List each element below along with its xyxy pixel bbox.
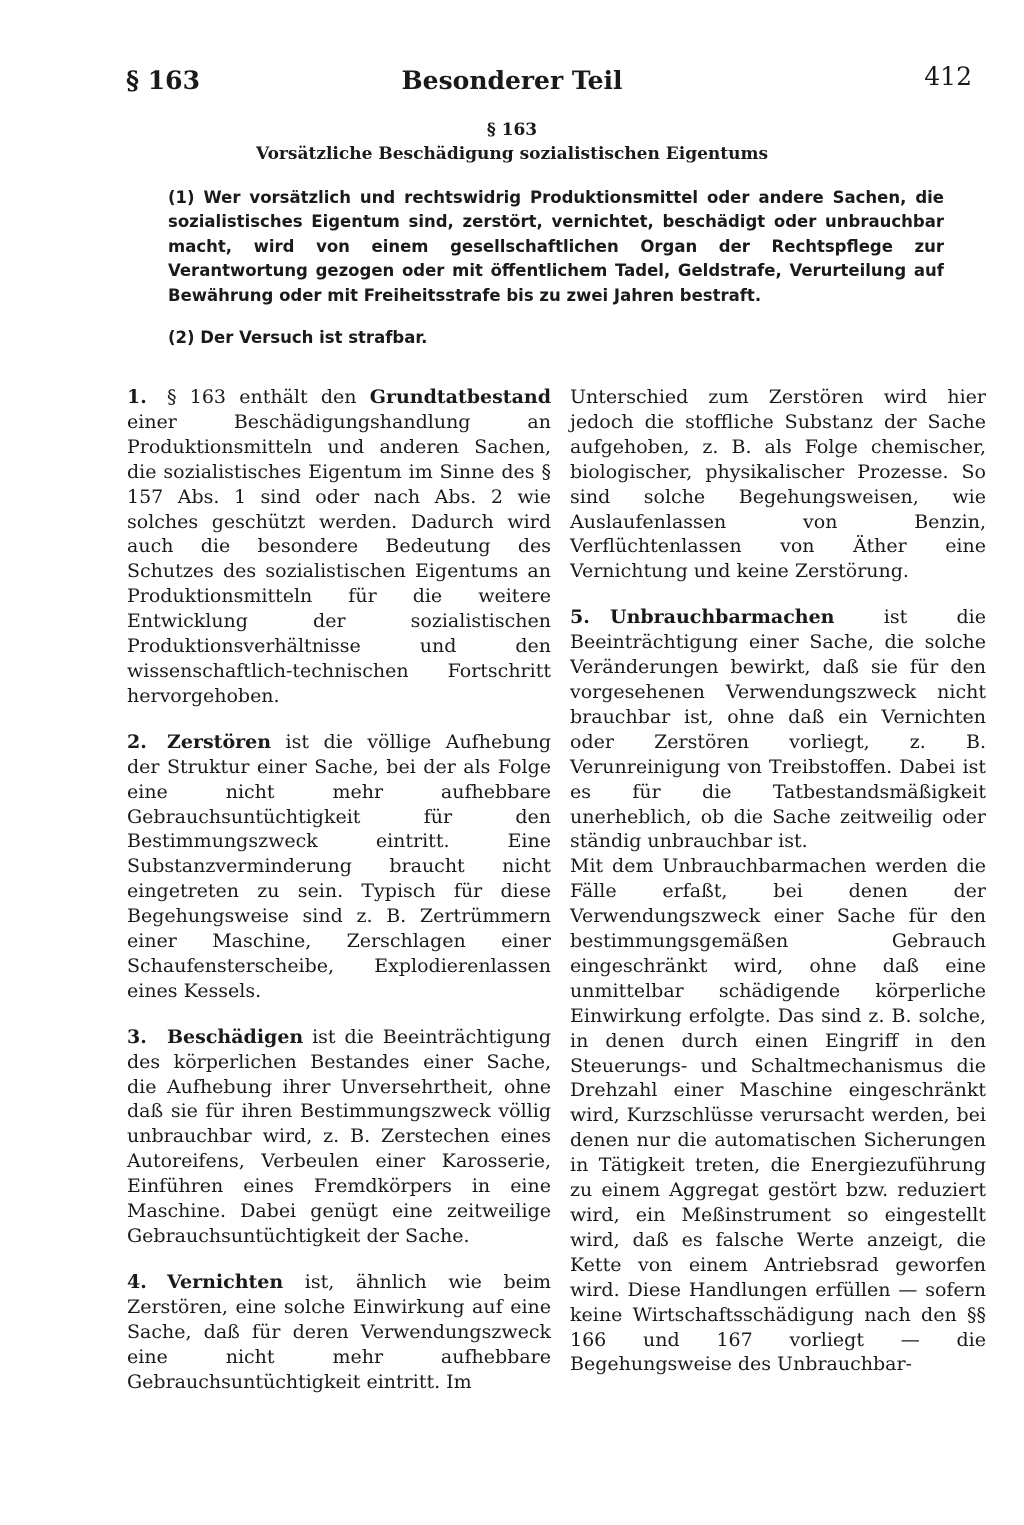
commentary-note-4	[127, 1270, 551, 1395]
section-title: Vorsätzliche Beschädigung sozialistischen Eigentums	[255, 144, 769, 164]
note-term: Grundtatbestand	[369, 386, 551, 408]
note-text: ist die Beeinträchtigung einer Sache, die solche Veränderungen bewirkt, daß sie für den vorgesehenen Verwendungszweck nicht brauchbar ist, ohne daß ein Vernichten oder Zerstören vorliegt, z. B. Verunreinigung von Treibstoffen. Dabei ist es für die Tatbestandsmäßigkeit unerheblich, ob die Sache zeitweilig oder ständig unbrauchbar ist.	[570, 606, 986, 853]
commentary-column-right	[570, 385, 986, 1398]
header-part-title: Besonderer Teil	[401, 66, 623, 95]
law-paragraph-2: (2) Der Versuch ist strafbar.	[168, 328, 428, 347]
commentary-note-4-continued: Unterschied zum Zerstören wird hier jedoch die stoffliche Substanz der Sache aufgehoben, z. B. als Folge chemischer, biologischer, physikalischer Prozesse. So sind solche Begehungsweisen, wie Auslaufenlassen von Benzin, Verflüchtenlassen von Äther eine Vernichtung und keine Zerstörung.	[570, 386, 986, 583]
commentary-column-left	[127, 385, 551, 1415]
commentary-note-2	[127, 730, 551, 1004]
note-text: ist, ähnlich wie beim Zerstören, eine solche Einwirkung auf eine Sache, daß für deren Verwendungszweck eine nicht mehr aufhebbare Gebrauchsuntüchtigkeit eintritt. Im	[127, 1270, 551, 1393]
note-text: einer Beschädigungshandlung an Produktionsmitteln und anderen Sachen, die sozialistisches Eigentum im Sinne des § 157 Abs. 1 sind oder nach Abs. 2 wie solches geschützt werden. Dadurch wird auch die besondere Bedeutung des Schutzes des sozialistischen Eigentums an Produktionsmitteln für die weitere Entwicklung der sozialistischen Produktionsverhältnisse und den wissenschaftlich-technischen Fortschritt hervorgehoben.	[127, 410, 551, 707]
section-number: § 163	[486, 120, 538, 140]
note-number: 2.	[127, 730, 147, 753]
note-term: Vernichten	[167, 1270, 284, 1293]
note-number: 5.	[570, 606, 590, 629]
header-section-ref: § 163	[126, 66, 200, 95]
note-text-lead: § 163 enthält den	[167, 386, 370, 408]
commentary-note-3	[127, 1025, 551, 1249]
page-number: 412	[924, 62, 972, 91]
note-number: 3.	[127, 1025, 147, 1048]
note-number: 1.	[127, 386, 147, 408]
commentary-note-5-extension: Mit dem Unbrauchbarmachen werden die Fälle erfaßt, bei denen der Verwendungszweck einer Sache für den bestimmungsgemäßen Gebrauch eingeschränkt wird, ohne daß eine unmittelbar schädigende körperliche Einwirkung erfolgte. Das sind z. B. solche, in denen durch einen Eingriff in den Steuerungs- und Schaltmechanismus die Drehzahl einer Maschine eingeschränkt wird, Kurzschlüsse verursacht werden, bei denen nur die automatischen Sicherungen in Tätigkeit treten, die Energiezuführung zu einem Aggregat gestört bzw. reduziert wird, ein Meßinstrument so eingestellt wird, daß es falsche Werte anzeigt, die Kette von einem Antriebsrad geworfen wird. Diese Handlungen erfüllen — sofern keine Wirtschaftsschädigung nach den §§ 166 und 167 vorliegt — die Begehungsweise des Unbrauchbar-	[570, 855, 986, 1376]
note-term: Unbrauchbarmachen	[610, 606, 835, 629]
note-number: 4.	[127, 1270, 147, 1293]
commentary-note-1	[127, 385, 551, 709]
note-text: ist die Beeinträchtigung des körperlichen Bestandes einer Sache, die Aufhebung ihrer Unversehrtheit, ohne daß sie für ihren Bestimmungszweck völlig unbrauchbar wird, z. B. Zerstechen eines Autoreifens, Verbeulen einer Karosserie, Einführen eines Fremdkörpers in eine Maschine. Dabei genügt eine zeitweilige Gebrauchsuntüchtigkeit der Sache.	[127, 1025, 551, 1247]
note-term: Beschädigen	[167, 1025, 304, 1048]
commentary-note-5	[570, 605, 986, 854]
note-term: Zerstören	[167, 730, 272, 753]
note-text: ist die völlige Aufhebung der Struktur einer Sache, bei der als Folge eine nicht mehr aufhebbare Gebrauchsuntüchtigkeit für den Bestimmungszweck eintritt. Eine Substanzverminderung braucht nicht eingetreten zu sein. Typisch für diese Begehungsweise sind z. B. Zertrümmern einer Maschine, Zerschlagen einer Schaufensterscheibe, Explodierenlassen eines Kessels.	[127, 730, 551, 1002]
law-paragraph-1: (1) Wer vorsätzlich und rechtswidrig Produktionsmittel oder andere Sachen, die sozialistisches Eigentum sind, zerstört, vernichtet, beschädigt oder unbrauchbar macht, wird von einem gesellschaftlichen Organ der Rechtspflege zur Verantwortung gezogen oder mit öffentlichem Tadel, Geldstrafe, Verurteilung auf Bewährung oder mit Freiheitsstrafe bis zu zwei Jahren bestraft.	[168, 188, 944, 305]
